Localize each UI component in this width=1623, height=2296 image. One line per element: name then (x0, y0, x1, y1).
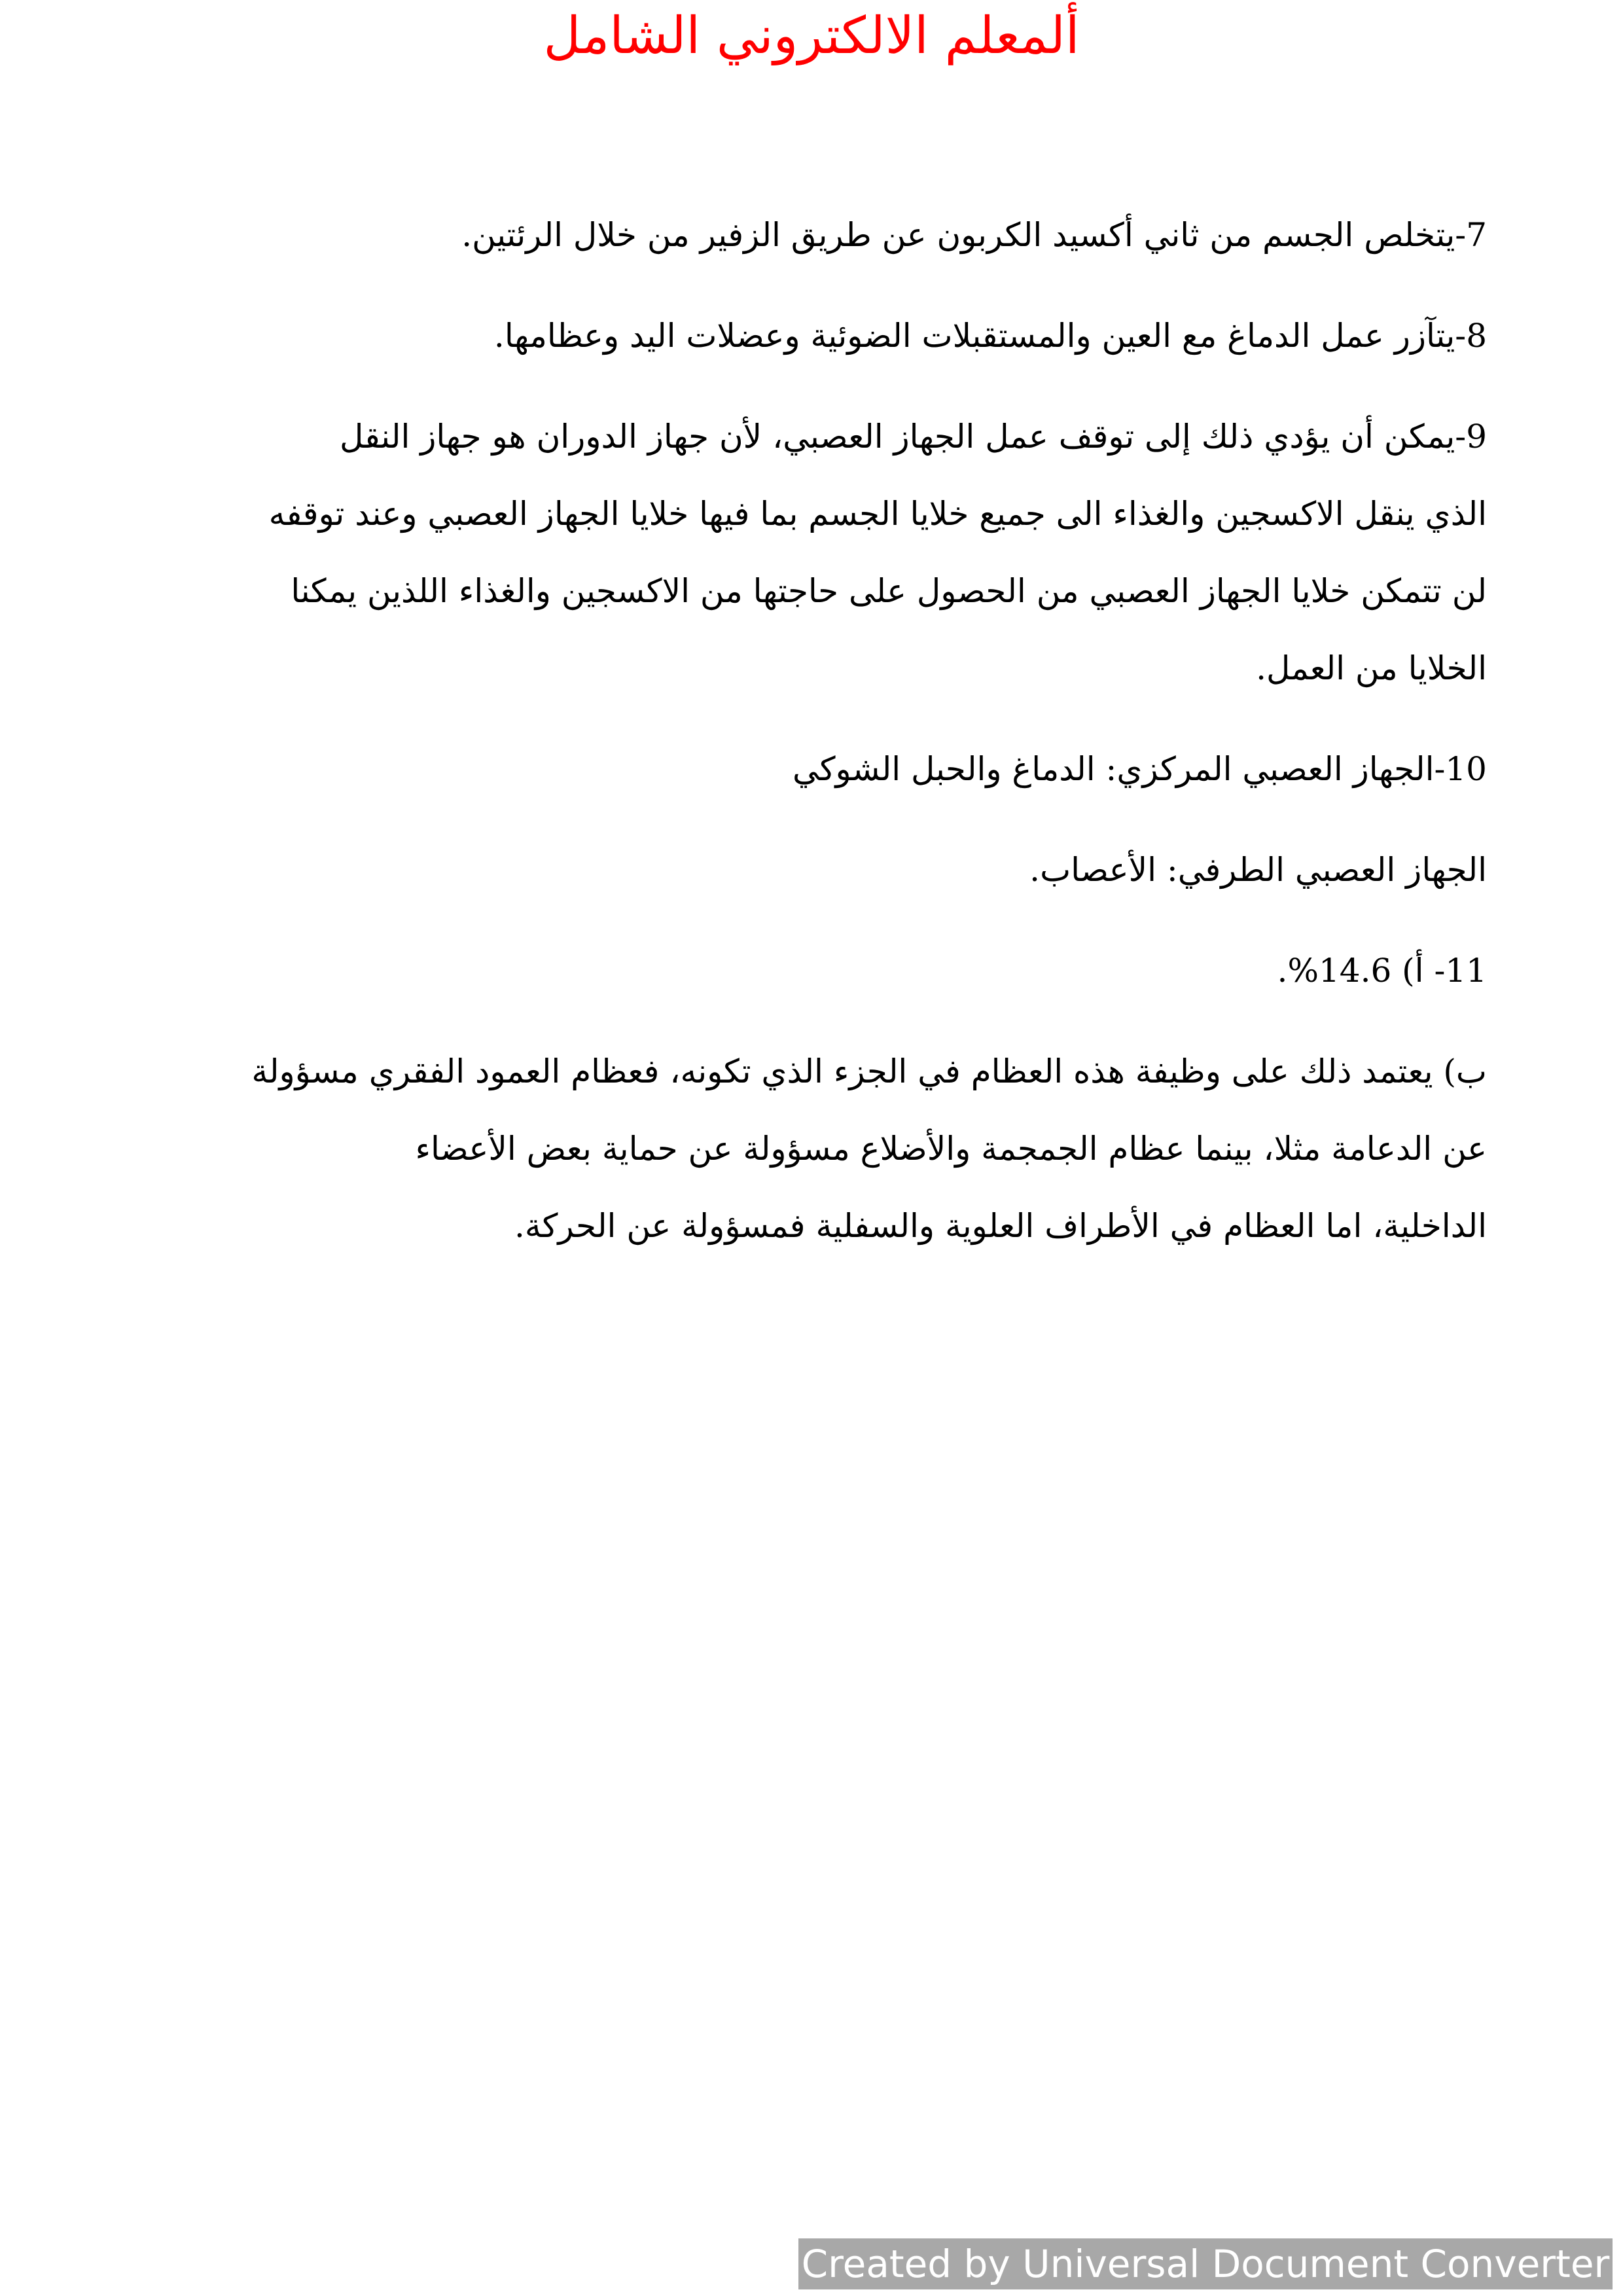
answer-line: الداخلية، اما العظام في الأطراف العلوية والسفلية فمسؤولة عن الحركة. (514, 1207, 1487, 1245)
answer-line: الجهاز العصبي الطرفي: الأعصاب. (1029, 851, 1487, 889)
answer-11a (196, 932, 1487, 1009)
answer-line: 8-يتآزر عمل الدماغ مع العين والمستقبلات الضوئية وعضلات اليد وعظامها. (493, 317, 1487, 355)
answer-line: 7-يتخلص الجسم من ثاني أكسيد الكربون عن طريق الزفير من خلال الرئتين. (461, 216, 1487, 254)
answer-line: الذي ينقل الاكسجين والغذاء الى جميع خلايا الجسم بما فيها خلايا الجهاز العصبي وعند توقفه (268, 495, 1487, 533)
answer-line: 11- أ) 14.6%. (1277, 952, 1487, 990)
answer-line: لن تتمكن خلايا الجهاز العصبي من الحصول على حاجتها من الاكسجين والغذاء اللذين يمكنا (291, 572, 1487, 610)
answer-10-central (196, 730, 1487, 808)
answers-body (196, 196, 1487, 1288)
answer-line: 9-يمكن أن يؤدي ذلك إلى توقف عمل الجهاز العصبي، لأن جهاز الدوران هو جهاز النقل (339, 418, 1487, 456)
answer-11b (196, 1033, 1487, 1265)
converter-watermark: Created by Universal Document Converter (798, 2238, 1613, 2289)
answer-8 (196, 297, 1487, 374)
answer-line: الخلايا من العمل. (1256, 649, 1487, 687)
answer-line: ب) يعتمد ذلك على وظيفة هذه العظام في الجزء الذي تكونه، فعظام العمود الفقري مسؤولة (251, 1052, 1487, 1090)
page-title: ألمعلم الالكتروني الشامل (543, 7, 1080, 65)
answer-line: عن الدعامة مثلا، بينما عظام الجمجمة والأضلاع مسؤولة عن حماية بعض الأعضاء (415, 1130, 1487, 1168)
answer-line: 10-الجهاز العصبي المركزي: الدماغ والحبل الشوكي (793, 750, 1487, 788)
answer-10-peripheral (196, 831, 1487, 908)
answer-9 (196, 398, 1487, 707)
answer-7 (196, 196, 1487, 274)
